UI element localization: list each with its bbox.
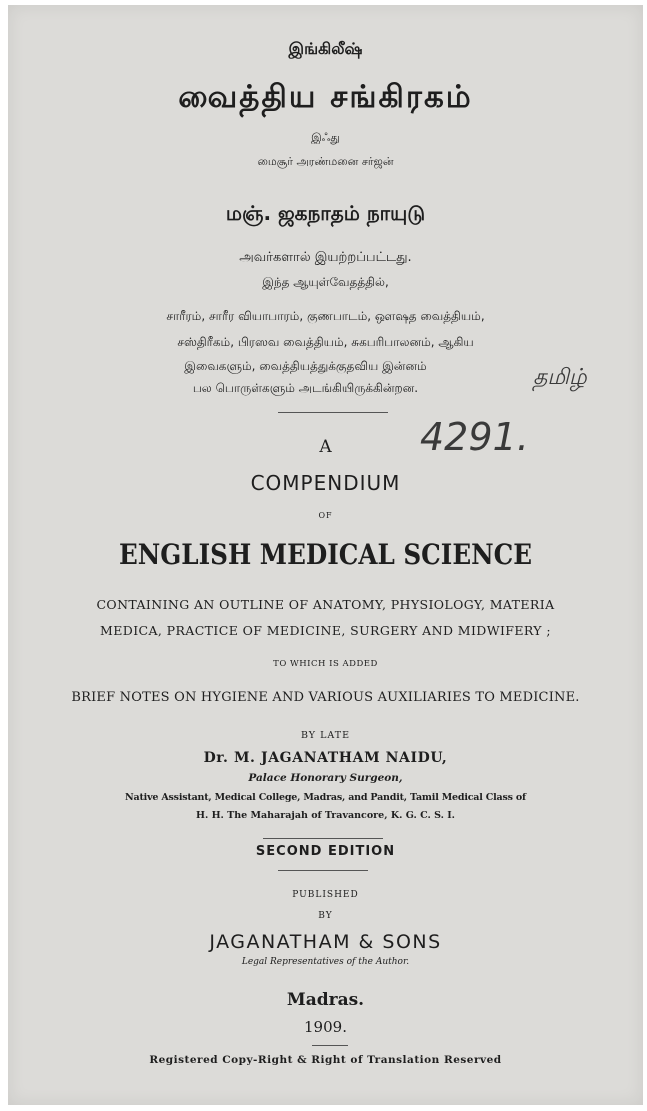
city-name: Madras. (286, 990, 365, 1010)
tamil-position-line: மைசூர் அரண்மனை சர்ஜன் (257, 155, 394, 168)
tamil-author-name: மஞ். ஜகநாதம் நாயுடு (225, 201, 426, 225)
book-title: ENGLISH MEDICAL SCIENCE (118, 538, 533, 571)
tamil-contents-line: சஸ்திரீகம், பிரஸவ வைத்தியம், சுகபரிபாலனம், ஆகிய (177, 335, 474, 349)
by-label: BY (318, 911, 333, 921)
compendium-heading: COMPENDIUM (250, 471, 401, 495)
divider-rule (278, 870, 368, 871)
subtitle-line: MEDICA, PRACTICE OF MEDICINE, SURGERY AND MIDWIFERY ; (100, 623, 551, 638)
tamil-top-label: இங்கிலீஷ் (288, 39, 363, 58)
subtitle-line: CONTAINING AN OUTLINE OF ANATOMY, PHYSIOLOGY, MATERIA (96, 597, 555, 612)
divider-rule (278, 412, 388, 413)
publisher-note: Legal Representatives of the Author. (241, 957, 410, 967)
tamil-contents-line: சாரீரம், சாரீர வியாபாரம், குணபாடம், ஔஷத வைத்தியம், (166, 309, 485, 323)
affiliation-line: H. H. The Maharajah of Travancore, K. G. C. S. I. (195, 810, 455, 821)
published-label: PUBLISHED (292, 890, 359, 900)
title-page (8, 5, 643, 1105)
divider-rule (263, 838, 383, 839)
publisher-name: JAGANATHAM & SONS (209, 931, 442, 953)
article: A (319, 437, 332, 457)
divider-rule (312, 1045, 348, 1046)
handwritten-word: தமிழ் (533, 365, 587, 390)
tamil-contents-line: இவைகளும், வைத்தியத்துக்குதவிய இன்னம் (184, 359, 427, 373)
tamil-made-by: அவர்களால் இயற்றப்பட்டது. (239, 250, 412, 265)
author-title: Palace Honorary Surgeon, (248, 772, 403, 784)
tamil-small-word: இஃது (311, 131, 340, 144)
affiliation-line: Native Assistant, Medical College, Madras, and Pandit, Tamil Medical Class of (125, 792, 526, 803)
tamil-main-title: வைத்திய சங்கிரகம் (178, 79, 473, 115)
copyright-notice: Registered Copy-Right & Right of Translation Reserved (149, 1054, 502, 1066)
brief-notes-line: BRIEF NOTES ON HYGIENE AND VARIOUS AUXILIARIES TO MEDICINE. (71, 690, 580, 705)
of-label: OF (318, 511, 333, 520)
handwritten-number: 4291. (420, 415, 529, 459)
by-late-label: BY LATE (300, 730, 351, 741)
author-name: Dr. M. JAGANATHAM NAIDU, (203, 750, 448, 766)
tamil-contents-line: பல பொருள்களும் அடங்கியிருக்கின்றன. (192, 381, 419, 395)
tamil-in-this: இந்த ஆயுள்வேதத்தில், (262, 275, 389, 289)
edition-label: SECOND EDITION (255, 844, 396, 859)
added-label: TO WHICH IS ADDED (273, 659, 378, 669)
year: 1909. (304, 1018, 347, 1036)
